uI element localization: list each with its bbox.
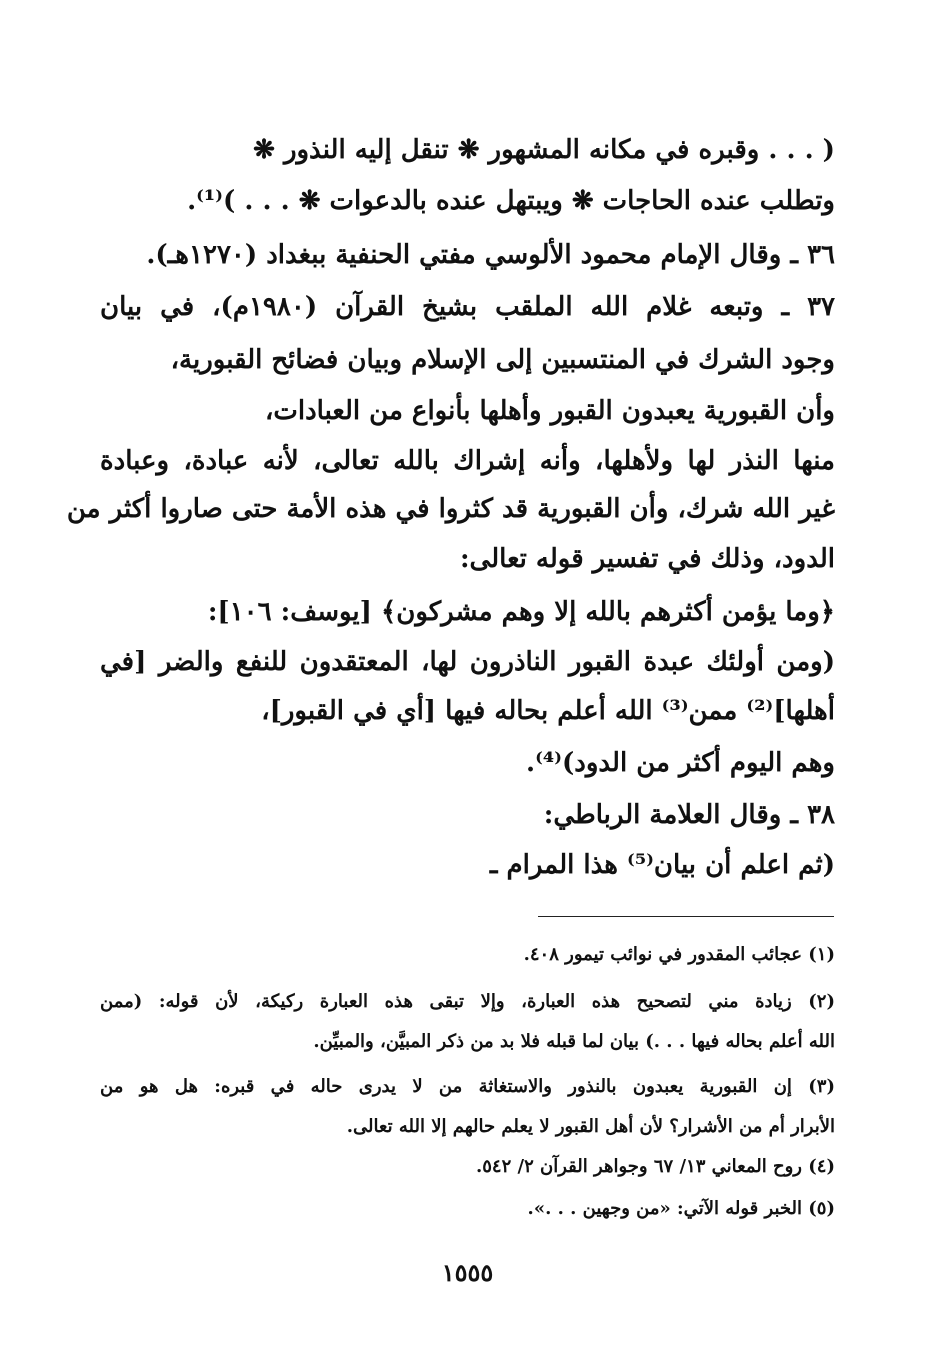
body-line-8: غير الله شرك، وأن القبورية قد كثروا في هذه الأمة حتى صاروا أكثر من <box>66 494 835 524</box>
footnote-3-line-1: (٣) إن القبورية يعبدون بالنذور والاستغاثة من لا يدرى حاله في قبره: هل هو من <box>100 1076 835 1097</box>
body-line-4: ٣٧ ـ وتبعه غلام الله الملقب بشيخ القرآن (١٩٨٠م)، في بيان <box>100 292 836 322</box>
body-line-11: (ومن أولئك عبدة القبور الناذرون لها، المعتقدون للنفع والضر [في <box>100 647 835 677</box>
footnote-5: (٥) الخبر قوله الآتي: «من وجهين . . .». <box>527 1198 835 1219</box>
body-line-14: ٣٨ ـ وقال العلامة الرباطي: <box>543 800 835 830</box>
body-line-15: (ثم اعلم أن بيان⁽⁵⁾ هذا المرام ـ <box>489 850 835 880</box>
body-line-2: وتطلب عنده الحاجات ❋ ويبتهل عنده بالدعوات ❋ . . . )⁽¹⁾. <box>187 186 835 216</box>
body-line-1: ( . . . وقبره في مكانه المشهور ❋ تنقل إليه النذور ❋ <box>253 135 835 165</box>
page-number: ١٥٥٥ <box>441 1258 494 1287</box>
body-line-12: أهلها]⁽²⁾ ممن⁽³⁾ الله أعلم بحاله فيها [أي في القبور]، <box>261 696 835 726</box>
footnote-separator <box>538 916 834 917</box>
quran-verse-line: ﴿وما يؤمن أكثرهم بالله إلا وهم مشركون﴾ [يوسف: ١٠٦]: <box>207 597 835 627</box>
footnote-3-line-2: الأبرار أم من الأشرار؟ لأن أهل القبور لا يعلم حالهم إلا الله تعالى. <box>346 1116 835 1137</box>
body-line-9: الدود، وذلك في تفسير قوله تعالى: <box>459 544 835 574</box>
footnote-4: (٤) روح المعاني ١٣/ ٦٧ وجواهر القرآن ٢/ ٥٤٢. <box>475 1156 835 1177</box>
footnote-2-line-1: (٢) زيادة مني لتصحيح هذه العبارة، وإلا تبقى هذه العبارة ركيكة، لأن قوله: (ممن <box>100 991 835 1012</box>
body-line-7: منها النذر لها ولأهلها، وأنه إشراك بالله تعالى، لأنه عبادة، وعبادة <box>100 446 835 476</box>
body-line-13: وهم اليوم أكثر من الدود)⁽⁴⁾. <box>526 748 835 778</box>
footnote-2-line-2: الله أعلم بحاله فيها . . .) بيان لما قبله فلا بد من ذكر المبيَّن، والمبيِّن. <box>313 1031 835 1052</box>
body-line-6: وأن القبورية يعبدون القبور وأهلها بأنواع من العبادات، <box>264 396 835 426</box>
body-line-3: ٣٦ ـ وقال الإمام محمود الألوسي مفتي الحنفية ببغداد (١٢٧٠هـ). <box>146 240 835 270</box>
body-line-5: وجود الشرك في المنتسبين إلى الإسلام وبيان فضائح القبورية، <box>170 345 835 375</box>
footnote-1: (١) عجائب المقدور في نوائب تيمور ٤٠٨. <box>523 944 835 965</box>
